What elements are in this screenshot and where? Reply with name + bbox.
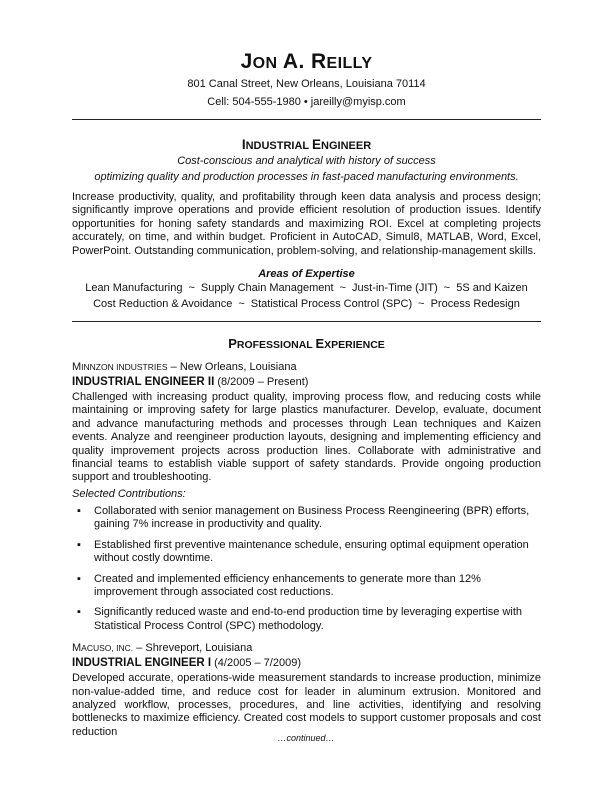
expertise-item: Process Redesign bbox=[430, 298, 520, 311]
experience-heading: PROFESSIONAL EXPERIENCE bbox=[228, 336, 385, 352]
tagline-line-2: optimizing quality and production processes in fast-paced manufacturing environments. bbox=[94, 171, 519, 183]
expertise-item: Statistical Process Control (SPC) bbox=[250, 298, 413, 311]
expertise-item: 5S and Kaizen bbox=[456, 282, 528, 295]
expertise-divider bbox=[72, 321, 541, 322]
expertise-separator: ~ bbox=[188, 282, 195, 295]
expertise-item: Supply Chain Management bbox=[200, 282, 334, 295]
tagline-line-1: Cost-conscious and analytical with history of success bbox=[177, 155, 436, 167]
resume-page bbox=[72, 44, 541, 739]
list-item: ▪ Created and implemented efficiency enhancements to generate more than 12% improvement through associated cost reductions. bbox=[77, 572, 481, 598]
expertise-item: Cost Reduction & Avoidance bbox=[93, 298, 233, 311]
list-item: ▪ Collaborated with senior management on Business Process Reengineering (BPR) efforts, gaining 7% increase in productivity and quality. bbox=[77, 504, 530, 531]
job-description: Challenged with increasing product quality, improving process flow, and reducing costs while maintaining or improving safety for large plastics manufacturer. Develop, evaluate, document and advance manufacturing methods and processes through Lean techniques and Kaizen events. Analyze and reengineer production layouts, designing and implementing efficiency and quality improvement projects across production lines. Collaborate with administrative and financial teams to establish viable support of safety standards. Provide ongoing production support and troubleshooting. bbox=[72, 391, 541, 484]
expertise-heading: Areas of Expertise bbox=[258, 268, 355, 281]
expertise-separator: ~ bbox=[418, 298, 425, 311]
bullet-icon: ▪ bbox=[77, 572, 81, 585]
expertise-line-1 bbox=[72, 280, 541, 296]
expertise-item: Lean Manufacturing bbox=[85, 282, 183, 295]
professional-title: INDUSTRIAL ENGINEER bbox=[241, 137, 372, 152]
contact-line: Cell: 504-555-1980 • jareilly@myisp.com bbox=[207, 96, 406, 108]
expertise-line-2 bbox=[72, 296, 541, 312]
job-title: INDUSTRIAL ENGINEER I (4/2005 – 7/2009) bbox=[72, 657, 301, 670]
summary-paragraph: Increase productivity, quality, and profitability through keen data analysis and process design; significantly improve operations and provide efficient resolution of production issues. Identify opportunities for honing safety standards and maximizing ROI. Excel at completing projects accurately, on time, and within budget. Proficient in AutoCAD, Simul8, MATLAB, Word, Excel, PowerPoint. Outstanding communication, problem-solving, and relationship-management skills. bbox=[72, 191, 541, 257]
bullet-icon: ▪ bbox=[77, 606, 81, 619]
job-description: Developed accurate, operations-wide measurement standards to increase production, minimize non-value-added time, and reduce cost for leader in aluminum extrusion. Monitored and analyzed workflow, processes, procedures, and line activities, identifying and resolving bottlenecks to maximize efficiency. Created cost models to support customer proposals and cost reduction bbox=[72, 672, 541, 738]
bullet-icon: ▪ bbox=[77, 504, 81, 517]
job-company: MINNZON INDUSTRIES – New Orleans, Louisiana bbox=[72, 361, 297, 374]
address-line: 801 Canal Street, New Orleans, Louisiana 70114 bbox=[187, 78, 426, 90]
expertise-separator: ~ bbox=[443, 282, 451, 295]
continued-note: …continued… bbox=[277, 733, 335, 743]
header-divider bbox=[72, 119, 541, 120]
contributions-label: Selected Contributions: bbox=[72, 487, 186, 500]
bullet-icon: ▪ bbox=[77, 538, 81, 551]
expertise-item: Just-in-Time (JIT) bbox=[352, 282, 438, 295]
list-item: ▪ Significantly reduced waste and end-to-end production time by leveraging expertise with Statistical Process Control (SPC) methodology. bbox=[77, 606, 523, 632]
job-title: INDUSTRIAL ENGINEER II (8/2009 – Present) bbox=[72, 376, 309, 389]
list-item: ▪ Established first preventive maintenance schedule, ensuring optimal equipment operation without costly downtime. bbox=[77, 538, 529, 565]
expertise-separator: ~ bbox=[238, 298, 245, 311]
job-company: MACUSO, INC. – Shreveport, Louisiana bbox=[72, 642, 253, 655]
expertise-separator: ~ bbox=[339, 282, 347, 295]
candidate-name: JON A. REILLY bbox=[240, 50, 373, 73]
contributions-list bbox=[72, 505, 541, 633]
